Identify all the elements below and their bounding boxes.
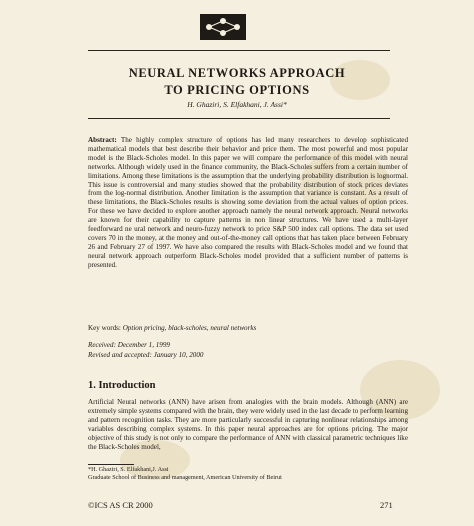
received-date: Received: December 1, 1999 [88, 341, 170, 349]
introduction-text: Artificial Neural networks (ANN) have arisen from analogies with the brain models. Although (ANN) are extremely simple systems compared with the brain, they were widely used in the last decade to perform learning and pattern recognition tasks. They are more particularly successful in capturing nonlinear relationships among variables describing complex systems. In this paper neural approaches are for options pricing. The major objective of this study is not only to compare the performance of ANN with classical parametric techniques like the Black-Scholes model, [88, 398, 408, 451]
abstract [88, 136, 408, 270]
keywords-text: Option pricing, black-scholes, neural networks [122, 324, 257, 332]
keywords [88, 324, 256, 332]
keywords-label: Key words: [88, 324, 121, 332]
paper-title-line1: NEURAL NETWORKS APPROACH [128, 66, 346, 80]
footnote-rule [88, 464, 134, 465]
footnote [88, 466, 282, 482]
footnote-affiliation: Graduate School of Business and management, American University of Beirut [88, 474, 282, 481]
abstract-label: Abstract: [88, 136, 117, 144]
page-number: 271 [380, 500, 393, 510]
paper-authors: H. Ghaziri, S. Elfakhani, J. Assi* [187, 100, 287, 109]
journal-copyright: ©ICS AS CR 2000 [88, 500, 153, 510]
journal-logo-icon [200, 14, 246, 40]
section-heading: 1. Introduction [88, 380, 156, 391]
submission-dates [88, 340, 203, 360]
footnote-authors: *H. Ghaziri, S. Elfakhani,J. Assi [88, 466, 169, 473]
paper-title-line2: TO PRICING OPTIONS [164, 83, 310, 97]
title-rule [88, 118, 390, 119]
header-rule [88, 50, 390, 51]
revised-date: Revised and accepted: January 10, 2000 [88, 351, 204, 359]
abstract-text: The highly complex structure of options has led many researchers to develop sophisticated mathematical models that best describe their behavior and price them. The most powerful and most popular model is the Black-Scholes model. In this paper we will compare the performance of this model with neural networks. Although widely used in the finance community, the Black-Scholes suffers from a certain number of limitations. Among these limitations is the assumption that the underlying probability distribution is lognormal. This issue is controversial and many studies showed that the probability distribution of stock prices deviates from the log-normal distribution. Another limitation is the assumption that variance is constant. As a result of these limitations, the Black-Scholes results is showing some deviation from the actual values of option prices. For these we have decided to explore another approach namely the neural network approach. Neural networks are known for their capability to capture patterns in non linear structures. We have used a multi-layer feedforward ne ural network and neuro-fuzzy network to price S&P 500 index call options. The data set used covers 70 in the money, at the money and out-of-the-money call options that has taken place between February 26 and February 27 of 1997. We have also compared the results with Black-Scholes model and we found that neural network approach outperform Black-Scholes model provided that a sufficient number of patterns is presented. [88, 136, 408, 269]
